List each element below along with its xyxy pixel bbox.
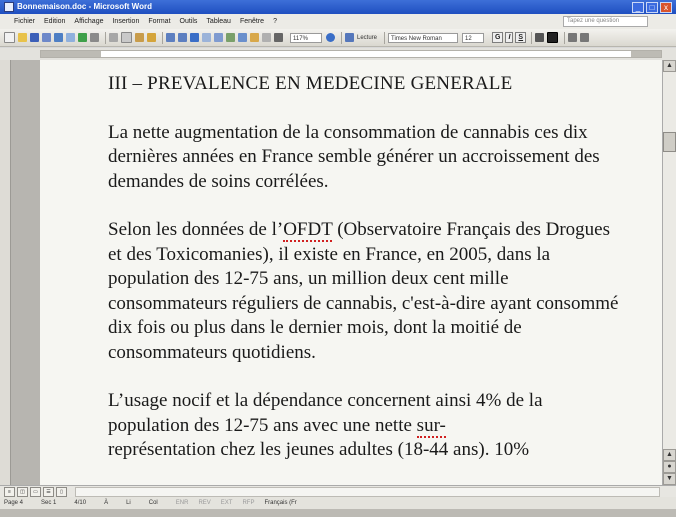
menu-tableau[interactable]: Tableau [206, 18, 231, 25]
title-bar [0, 0, 676, 14]
spelling-error-ofdt: OFDT [283, 219, 333, 240]
document-page[interactable] [40, 60, 662, 485]
paragraph-3-line3: représentation chez les jeunes adultes (18-44 ans). 10% [108, 439, 530, 460]
paragraph-3 [108, 389, 628, 463]
paragraph-2 [108, 218, 628, 365]
tables-borders-icon[interactable] [202, 33, 211, 42]
browse-object-icon[interactable]: ● [663, 461, 676, 473]
document-body[interactable] [108, 72, 628, 485]
status-page: Page 4 [4, 500, 24, 506]
minimize-button[interactable]: _ [632, 2, 644, 13]
vertical-scrollbar[interactable] [662, 60, 676, 485]
status-line: Li [126, 500, 131, 506]
horizontal-ruler[interactable] [0, 48, 676, 60]
status-col: Col [148, 500, 158, 506]
next-page-icon[interactable]: ▼ [663, 473, 676, 485]
hyperlink-icon[interactable] [190, 33, 199, 42]
format-painter-icon[interactable] [147, 33, 156, 42]
status-at: À [104, 500, 109, 506]
redo-icon[interactable] [178, 33, 187, 42]
paragraph-2-start: Selon les données de l’ [108, 219, 284, 240]
status-pages: 4/10 [74, 500, 87, 506]
paste-icon[interactable] [135, 33, 144, 42]
window-title: Bonnemaison.doc - Microsoft Word [17, 2, 152, 11]
maximize-button[interactable]: □ [646, 2, 658, 13]
help-icon[interactable] [326, 33, 335, 42]
permission-icon[interactable] [42, 33, 51, 42]
paragraph-1: La nette augmentation de la consommation de cannabis ces dix dernières années en France semble générer un accroissement des demandes de soins corrélées. [108, 121, 600, 192]
word-app-icon [4, 2, 14, 12]
spelling-icon[interactable] [78, 33, 87, 42]
insert-excel-icon[interactable] [226, 33, 235, 42]
bullets-icon[interactable] [580, 33, 589, 42]
save-icon[interactable] [30, 33, 39, 42]
copy-icon[interactable] [121, 32, 132, 43]
print-view-icon[interactable]: ▭ [30, 487, 41, 497]
print-icon[interactable] [54, 33, 63, 42]
status-language: Français (Fr [264, 500, 297, 506]
menu-outils[interactable]: Outils [179, 18, 198, 25]
insert-table-icon[interactable] [214, 33, 223, 42]
document-map-icon[interactable] [262, 33, 271, 42]
open-folder-icon[interactable] [18, 33, 27, 42]
undo-icon[interactable] [166, 33, 175, 42]
scroll-thumb[interactable] [663, 132, 676, 152]
research-icon[interactable] [90, 33, 99, 42]
status-rec[interactable]: ENR [175, 500, 189, 506]
reading-layout-label[interactable]: Lecture [357, 34, 378, 41]
align-justify-icon[interactable] [547, 32, 558, 43]
window-controls [632, 2, 672, 13]
drawing-icon[interactable] [250, 33, 259, 42]
help-question-input[interactable]: Tapez une question [563, 16, 648, 27]
status-ext[interactable]: EXT [220, 500, 233, 506]
close-button[interactable]: x [660, 2, 672, 13]
reading-view-icon[interactable]: ▯ [56, 487, 67, 497]
previous-page-icon[interactable]: ▲ [663, 449, 676, 461]
horizontal-scroll-track[interactable] [75, 487, 660, 497]
cut-icon[interactable] [109, 33, 118, 42]
status-rev[interactable]: REV [198, 500, 211, 506]
font-name-select[interactable]: Times New Roman [388, 33, 458, 43]
web-view-icon[interactable]: ◫ [17, 487, 28, 497]
align-left-icon[interactable] [535, 33, 544, 42]
numbering-icon[interactable] [568, 33, 577, 42]
outline-view-icon[interactable]: ☰ [43, 487, 54, 497]
show-hide-icon[interactable] [274, 33, 283, 42]
font-size-select[interactable]: 12 [462, 33, 484, 43]
status-ovr[interactable]: RFP [242, 500, 255, 506]
paragraph-2-rest: (Observatoire Français des Drogues et des Toxicomanies), il existe en France, en 2005, dans la population des 12-75 ans, un million deux cent mille consommateurs réguliers de cannabis, c'est-à-dire ayant consommé dix fois ou plus dans le dernier mois, dont la moitié de consommateurs quotidiens. [108, 219, 619, 363]
menu-fenetre[interactable]: Fenêtre [239, 18, 265, 25]
columns-icon[interactable] [238, 33, 247, 42]
menu-edition[interactable]: Edition [44, 18, 66, 25]
spelling-error-sur: sur- [416, 414, 446, 436]
menu-affichage[interactable]: Affichage [74, 18, 104, 25]
normal-view-icon[interactable]: ≡ [4, 487, 15, 497]
zoom-select[interactable]: 117% [290, 33, 322, 43]
bold-button[interactable]: G [492, 32, 503, 43]
print-preview-icon[interactable] [66, 33, 75, 42]
italic-button[interactable]: I [505, 32, 513, 43]
status-bar [0, 497, 676, 509]
standard-toolbar [0, 29, 676, 47]
underline-button[interactable]: S [515, 32, 526, 43]
vertical-ruler[interactable] [0, 60, 11, 485]
paragraph-3-start: L’usage nocif et la dépendance concernent ainsi 4% de la population des 12-75 ans avec une nette [108, 390, 543, 436]
menu-bar [0, 14, 676, 29]
menu-help[interactable]: ? [273, 18, 277, 25]
menu-fichier[interactable]: Fichier [14, 18, 36, 25]
taskbar [0, 509, 676, 517]
scroll-up-arrow-icon[interactable]: ▲ [663, 60, 676, 72]
new-document-icon[interactable] [4, 32, 15, 43]
reading-layout-icon[interactable] [345, 33, 354, 42]
status-section: Sec 1 [41, 500, 57, 506]
menu-format[interactable]: Format [148, 18, 171, 25]
section-heading: III – PREVALENCE EN MEDECINE GENERALE [108, 73, 513, 94]
horizontal-scrollbar[interactable] [0, 485, 676, 497]
menu-insertion[interactable]: Insertion [112, 18, 140, 25]
